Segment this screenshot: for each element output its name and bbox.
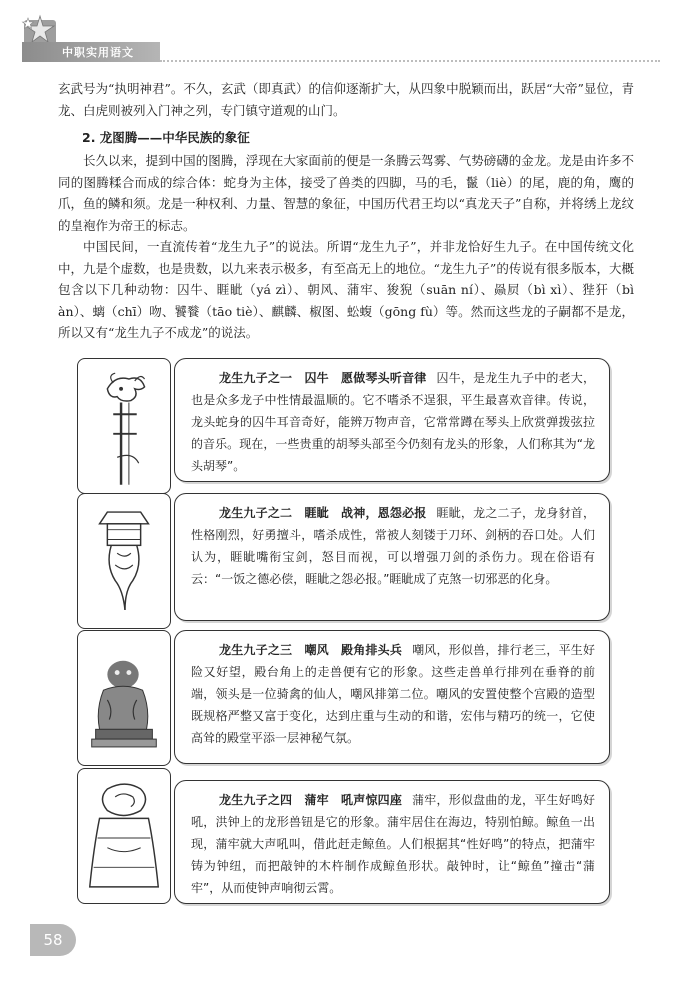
paragraph-3: 中国民间，一直流传着“龙生九子”的说法。所谓“龙生九子”，并非龙恰好生九子。在中国传统文化中，九是个虚数，也是贵数，以九来表示极多，有至高无上的地位。“龙生九子”的传说有很多版本，大概包含以下几种动物：囚牛、睚眦（yá zì）、朝风、蒲牢、狻猊（suān ní）、赑屃（bì xì）、狴犴（bì àn）、螭（chī）吻、饕餮（tāo tiè）、麒麟、椒图、蚣蝮（gōng fù）等。然而这些龙的子嗣都不是龙，所以又有“龙生九子不成龙”的说法。 [58, 239, 634, 340]
info-box-pulao [174, 780, 610, 904]
info-box-yazi-content [191, 502, 595, 590]
info-box-pulao-heading: 龙生九子之四 蒲牢 吼声惊四座 [219, 793, 403, 807]
bell-knob-icon [78, 769, 170, 903]
illustration-statue [77, 630, 171, 766]
header-divider [160, 60, 660, 62]
info-box-pulao-content [191, 789, 595, 899]
info-box-qiuniu-content [191, 367, 595, 477]
info-box-yazi-heading: 龙生九子之二 睚眦 战神，恩怨必报 [219, 506, 427, 520]
dragon-head-huqin-icon [78, 359, 170, 493]
illustration-huqin [77, 358, 171, 494]
info-box-chaofeng [174, 630, 610, 764]
info-box-yazi [174, 493, 610, 621]
info-box-qiuniu-text: 囚牛，是龙生九子中的老大，也是众多龙子中性情最温顺的。它不嗜杀不逞狠，平生最喜欢音律。传说，龙头蛇身的囚牛耳音奇好，能辨万物声音，它常常蹲在琴头上欣赏弹拨弦拉的音乐。现在，一些贵重的胡琴头部至今仍刻有龙头的形象，人们称其为“龙头胡琴”。 [191, 371, 595, 473]
info-box-chaofeng-text: 嘲风，形似兽，排行老三，平生好险又好望，殿台角上的走兽便有它的形象。这些走兽单行排列在垂脊的前端，领头是一位骑禽的仙人，嘲风排第二位。嘲风的安置使整个宫殿的造型既规格严整又富于变化，达到庄重与生动的和谐，宏伟与精巧的统一，它使高耸的殿堂平添一层神秘气氛。 [191, 643, 595, 745]
illustration-sword [77, 493, 171, 629]
book-title: 中职实用语文 [62, 46, 134, 59]
illustration-bell [77, 768, 171, 904]
page-number: 58 [30, 924, 76, 956]
roof-beast-statue-icon [78, 631, 170, 765]
section-title: 2. 龙图腾——中华民族的象征 [82, 130, 250, 145]
info-box-qiuniu [174, 358, 610, 482]
info-box-yazi-text: 睚眦，龙之二子，龙身豺首，性格刚烈，好勇擅斗，嗜杀成性，常被人刻镂于刀环、剑柄的吞口处。人们认为，睚眦嘴衔宝剑，怒目而视，可以增强刀剑的杀伤力。现在俗语有云：“一饭之德必偿，睚眦之怨必报。”睚眦成了克煞一切邪恶的化身。 [191, 506, 595, 586]
info-box-chaofeng-content [191, 639, 595, 749]
info-box-chaofeng-heading: 龙生九子之三 嘲风 殿角排头兵 [219, 643, 403, 657]
paragraph-2: 长久以来，提到中国的图腾，浮现在大家面前的便是一条腾云驾雾、气势磅礴的金龙。龙是由许多不同的图腾糅合而成的综合体：蛇身为主体，接受了兽类的四脚，马的毛，鬣（liè）的尾，鹿的角，鹰的爪，鱼的鳞和须。龙是一种权利、力量、智慧的象征，中国历代君王均以“真龙天子”自称，并将绣上龙纹的皇袍作为帝王的标志。 [58, 153, 634, 233]
info-box-pulao-text: 蒲牢，形似盘曲的龙，平生好鸣好吼，洪钟上的龙形兽钮是它的形象。蒲牢居住在海边，特别怕鲸。鲸鱼一出现，蒲牢就大声吼叫，借此赶走鲸鱼。人们根据其“性好鸣”的特点，把蒲牢铸为钟纽，而把敲钟的木杵制作成鲸鱼形状。敲钟时，让“鲸鱼”撞击“蒲牢”，从而使钟声响彻云霄。 [191, 793, 595, 895]
paragraph-1: 玄武号为“执明神君”。不久，玄武（即真武）的信仰逐渐扩大，从四象中脱颖而出，跃居“大帝”显位，青龙、白虎则被列入门神之列，专门镇守道观的山门。 [58, 81, 634, 118]
info-box-qiuniu-heading: 龙生九子之一 囚牛 愿做琴头听音律 [219, 371, 427, 385]
page-header [0, 0, 700, 70]
sword-hilt-icon [78, 494, 170, 628]
